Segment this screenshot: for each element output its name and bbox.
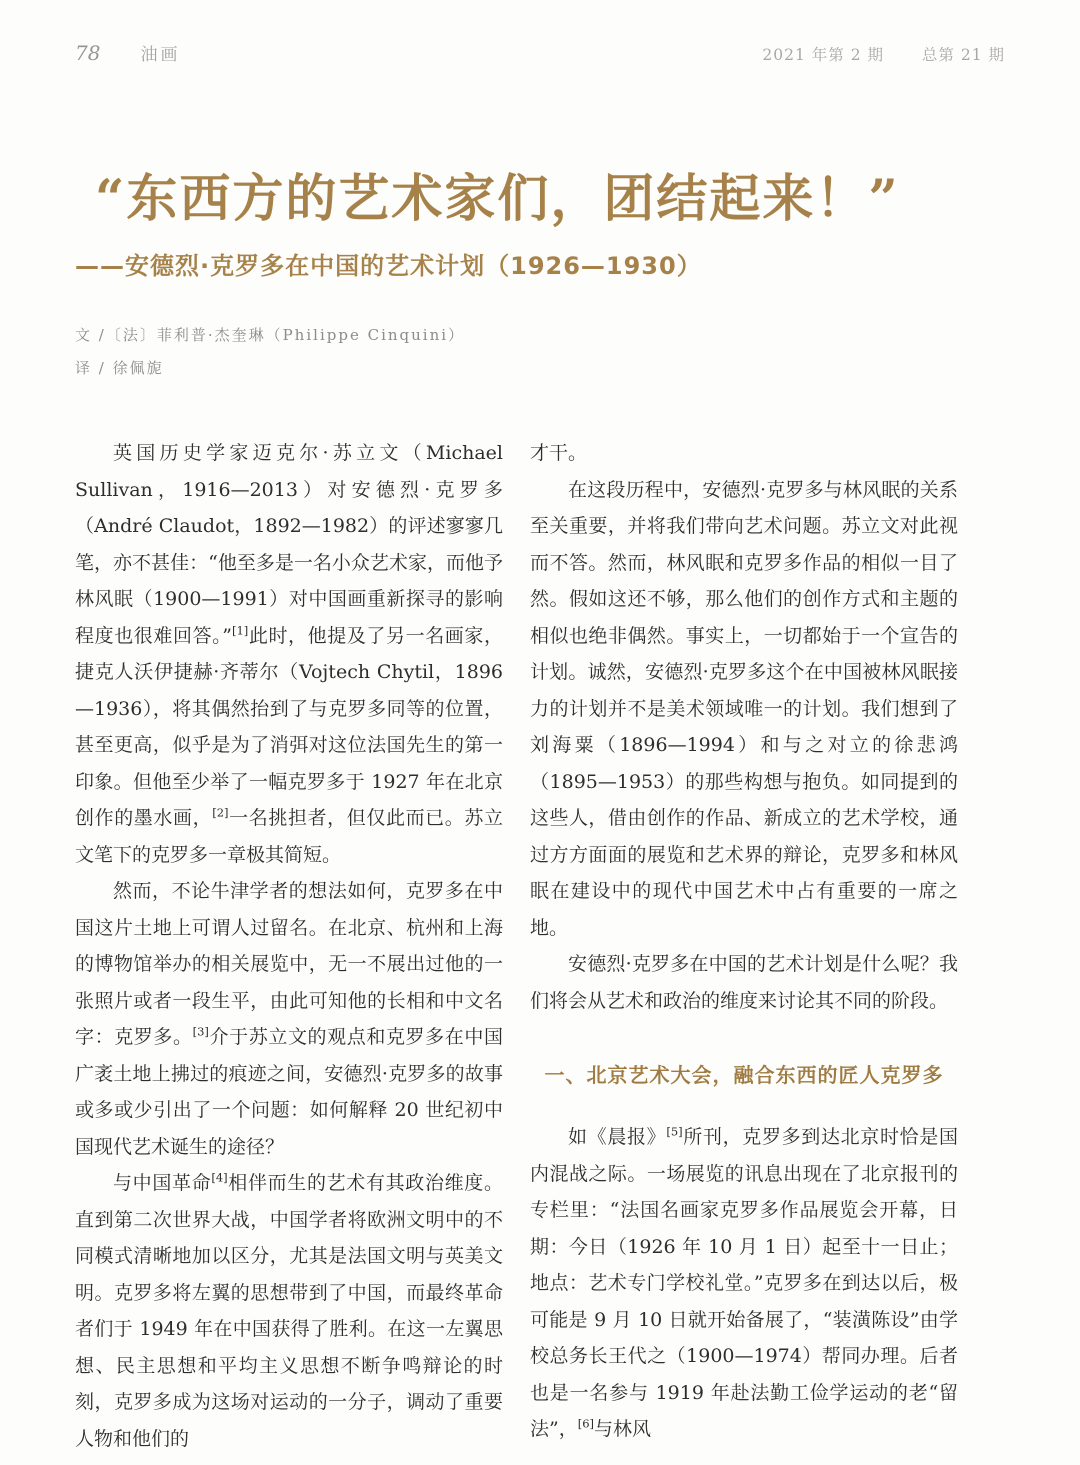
byline-block [75,319,1005,385]
left-column [75,435,503,1457]
article-subtitle: ——安德烈·克罗多在中国的艺术计划（1926—1930） [75,252,702,280]
article-title: “东西方的艺术家们，团结起来！” [95,169,900,229]
author-line: 文 /〔法〕菲利普·杰奎琳（Philippe Cinquini） [75,326,466,344]
section-heading: 一、北京艺术大会，融合东西的匠人克罗多 [544,1063,944,1087]
issue-label: 2021 年第 2 期 [762,46,884,64]
paragraph-2: 然而，不论牛津学者的想法如何，克罗多在中国这片土地上可谓人过留名。在北京、杭州和上海的博物馆举办的相关展览中，无一不展出过他的一张照片或者一段生平，由此可知他的长相和中文名字：克罗多。[3]介于苏立文的观点和克罗多在中国广袤土地上拂过的痕迹之间，安德烈·克罗多的故事或多或少引出了一个问题：如何解释 20 世纪初中国现代艺术诞生的途径？ [75,880,503,1158]
paragraph-6: 如《晨报》[5]所刊，克罗多到达北京时恰是国内混战之际。一场展览的讯息出现在了北京报刊的专栏里：“法国名画家克罗多作品展览会开幕，日期：今日（1926 年 10 月 1 日）起至十一日止；地点：艺术专门学校礼堂。”克罗多在到达以后，极可能是 9 月 10 日就开始备展了，“装潢陈设”由学校总务长王代之（1900—1974）帮同办理。后者也是一名参与 1919 年赴法勤工俭学运动的老“留法”，[6]与林风 [530,1124,958,1440]
paragraph-3: 与中国革命[4]相伴而生的艺术有其政治维度。直到第二次世界大战，中国学者将欧洲文明中的不同模式清晰地加以区分，尤其是法国文明与英美文明。克罗多将左翼的思想带到了中国，而最终革命者们于 1949 年在中国获得了胜利。在这一左翼思想、民主思想和平均主义思想不断争鸣辩论的时刻，克罗多成为这场对运动的一分子，调动了重要人物和他们的 [75,1170,503,1450]
journal-name: 油画 [140,45,181,65]
paragraph-4: 在这段历程中，安德烈·克罗多与林风眠的关系至关重要，并将我们带向艺术问题。苏立文对此视而不答。然而，林风眠和克罗多作品的相似一目了然。假如这还不够，那么他们的创作方式和主题的相似也绝非偶然。事实上，一切都始于一个宣告的计划。诚然，安德烈·克罗多这个在中国被林风眠接力的计划并不是美术领域唯一的计划。我们想到了刘海粟（1896—1994）和与之对立的徐悲鸿（1895—1953）的那些构想与抱负。如同提到的这些人，借由创作的作品、新成立的艺术学校，通过方方面面的展览和艺术界的辩论，克罗多和林风眠在建设中的现代中国艺术中占有重要的一席之地。 [530,478,958,939]
paragraph-1: 英国历史学家迈克尔·苏立文（Michael Sullivan，1916—2013）对安德烈·克罗多（André Claudot，1892—1982）的评述寥寥几笔，亦不甚佳：“他至多是一名小众艺术家，而他予林风眠（1900—1991）对中国画重新探寻的影响程度也很难回答。”[1]此时，他提及了另一名画家，捷克人沃伊捷赫·齐蒂尔（Vojtech Chytil，1896—1936），将其偶然抬到了与克罗多同等的位置，甚至更高，似乎是为了消弭对这位法国先生的第一印象。但他至少举了一幅克罗多于 1927 年在北京创作的墨水画，[2]一名挑担者，但仅此而已。苏立文笔下的克罗多一章极其简短。 [75,442,503,866]
volume-label: 总第 21 期 [921,46,1005,64]
page-number: 78 [75,41,101,65]
running-head [75,40,1005,65]
running-head-left [75,40,180,65]
translator-line: 译 / 徐佩旎 [75,359,164,377]
paragraph-5: 安德烈·克罗多在中国的艺术计划是什么呢？我们将会从艺术和政治的维度来讨论其不同的阶段。 [530,953,958,1012]
article-body [75,435,1005,1457]
paragraph-3-continuation: 才干。 [530,442,588,464]
right-column [530,435,958,1457]
running-head-right [762,43,1005,65]
